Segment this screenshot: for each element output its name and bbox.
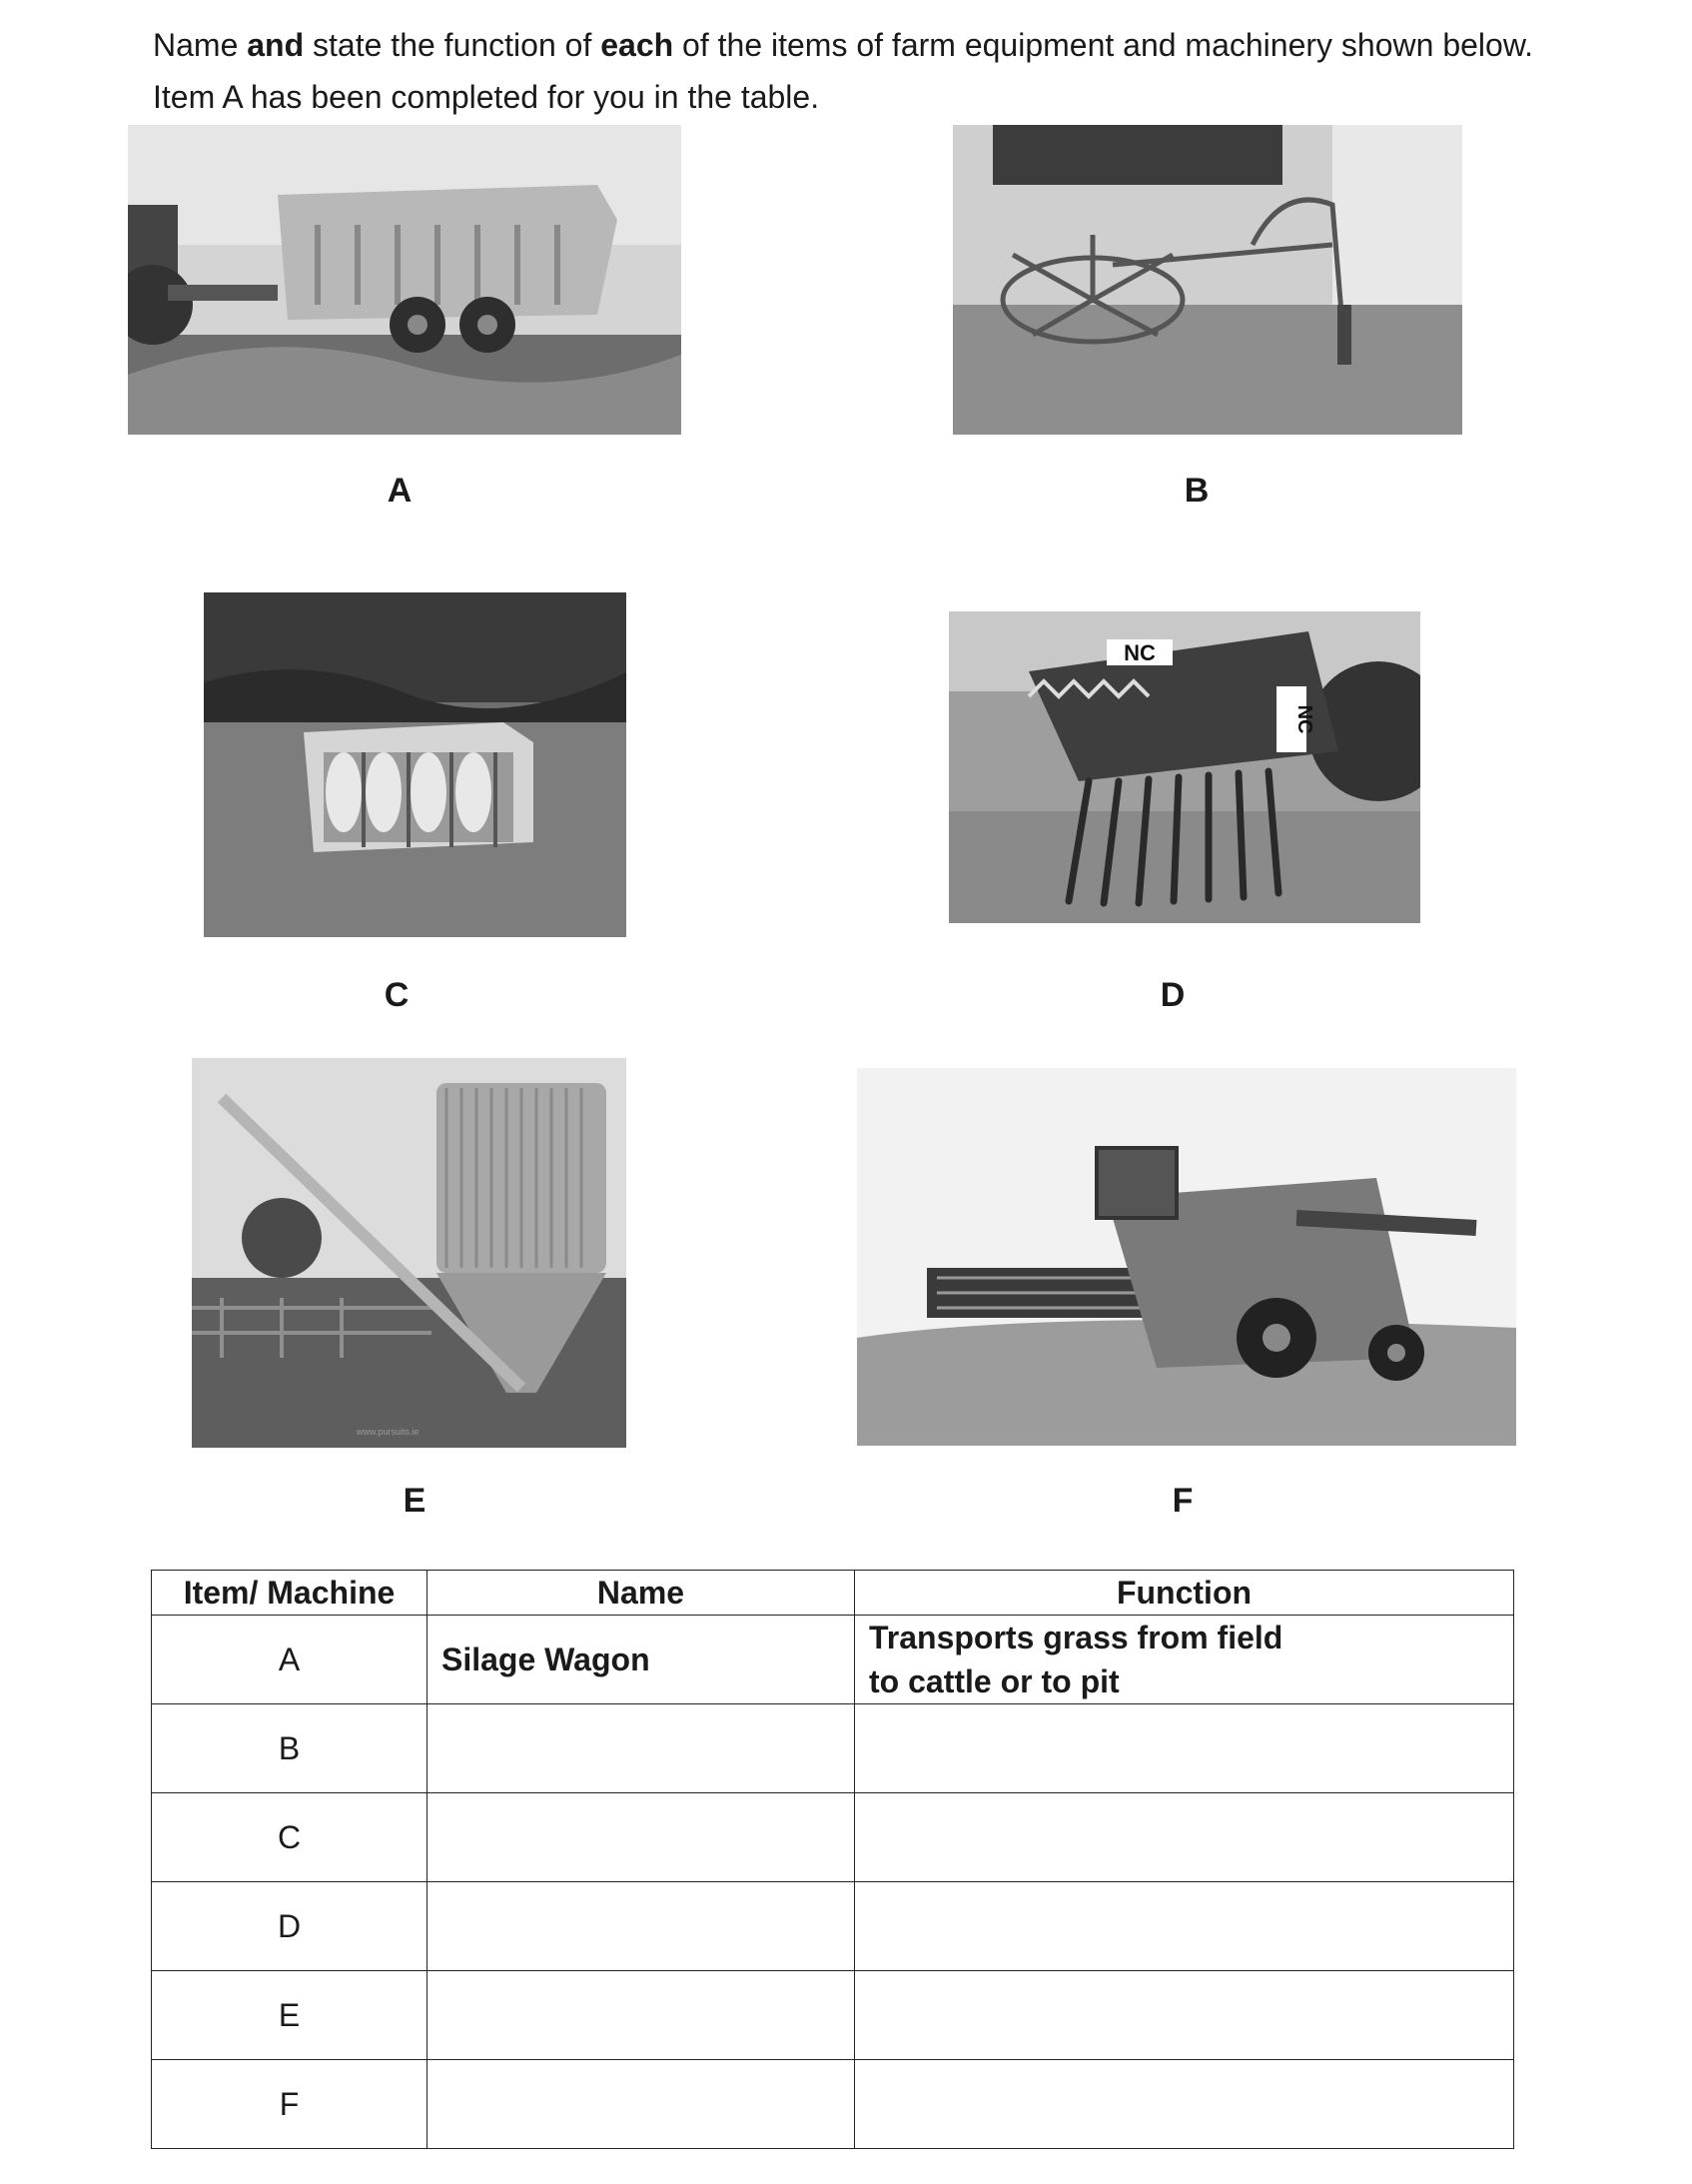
row-item-label: B <box>152 1704 427 1793</box>
row-function-cell[interactable] <box>855 1704 1514 1793</box>
header-function: Function <box>855 1571 1514 1616</box>
row-item-label: A <box>152 1616 427 1704</box>
table-row <box>152 1971 1514 2060</box>
row-function-cell[interactable] <box>855 1971 1514 2060</box>
table-row <box>152 2060 1514 2149</box>
figure-label-d: D <box>1160 976 1186 1014</box>
row-name-cell[interactable] <box>427 1882 855 1971</box>
table-row <box>152 1882 1514 1971</box>
instruction-line-1 <box>153 25 1533 65</box>
row-item-label: D <box>152 1882 427 1971</box>
d-logo-text: NC <box>1124 640 1156 665</box>
photo-a-silage-wagon <box>128 125 681 435</box>
table-row <box>152 1704 1514 1793</box>
row-item-label: F <box>152 2060 427 2149</box>
row-name-cell[interactable] <box>427 1793 855 1882</box>
instruction-text: state the function of <box>304 27 601 63</box>
photo-e-meal-bin <box>192 1058 626 1448</box>
row-function-cell[interactable]: Transports grass from field to cattle or to pit <box>855 1616 1514 1704</box>
row-name-cell[interactable] <box>427 2060 855 2149</box>
answer-table <box>151 1570 1514 2149</box>
row-function-cell[interactable] <box>855 1882 1514 1971</box>
table-row <box>152 1616 1514 1704</box>
figure-label-e: E <box>403 1482 426 1520</box>
instruction-text: of the items of farm equipment and machinery shown below. <box>673 27 1534 63</box>
figure-label-c: C <box>384 976 410 1014</box>
photo-c-creep-feeder <box>204 592 626 937</box>
row-name-cell[interactable] <box>427 1704 855 1793</box>
row-item-label: E <box>152 1971 427 2060</box>
photo-d-shear-grab <box>949 611 1420 923</box>
d-logo-side-text: NC <box>1293 704 1315 734</box>
instruction-bold-each: each <box>600 27 674 63</box>
row-name-cell[interactable]: Silage Wagon <box>427 1616 855 1704</box>
header-name: Name <box>427 1571 855 1616</box>
e-watermark-text: www.pursuits.ie <box>357 1427 420 1437</box>
row-name-cell[interactable] <box>427 1971 855 2060</box>
figure-label-a: A <box>387 472 413 510</box>
photo-b-grass-rake <box>953 125 1462 435</box>
instruction-line-2: Item A has been completed for you in the table. <box>153 79 820 115</box>
table-header-row <box>152 1571 1514 1616</box>
photo-f-combine-harvester <box>857 1068 1516 1446</box>
row-item-label: C <box>152 1793 427 1882</box>
header-item-machine: Item/ Machine <box>152 1571 427 1616</box>
instruction-bold-and: and <box>247 27 305 63</box>
table-row <box>152 1793 1514 1882</box>
figure-label-f: F <box>1172 1482 1194 1520</box>
instruction-text: Name <box>153 27 248 63</box>
row-function-cell[interactable] <box>855 1793 1514 1882</box>
row-function-cell[interactable] <box>855 2060 1514 2149</box>
figure-label-b: B <box>1184 472 1210 510</box>
